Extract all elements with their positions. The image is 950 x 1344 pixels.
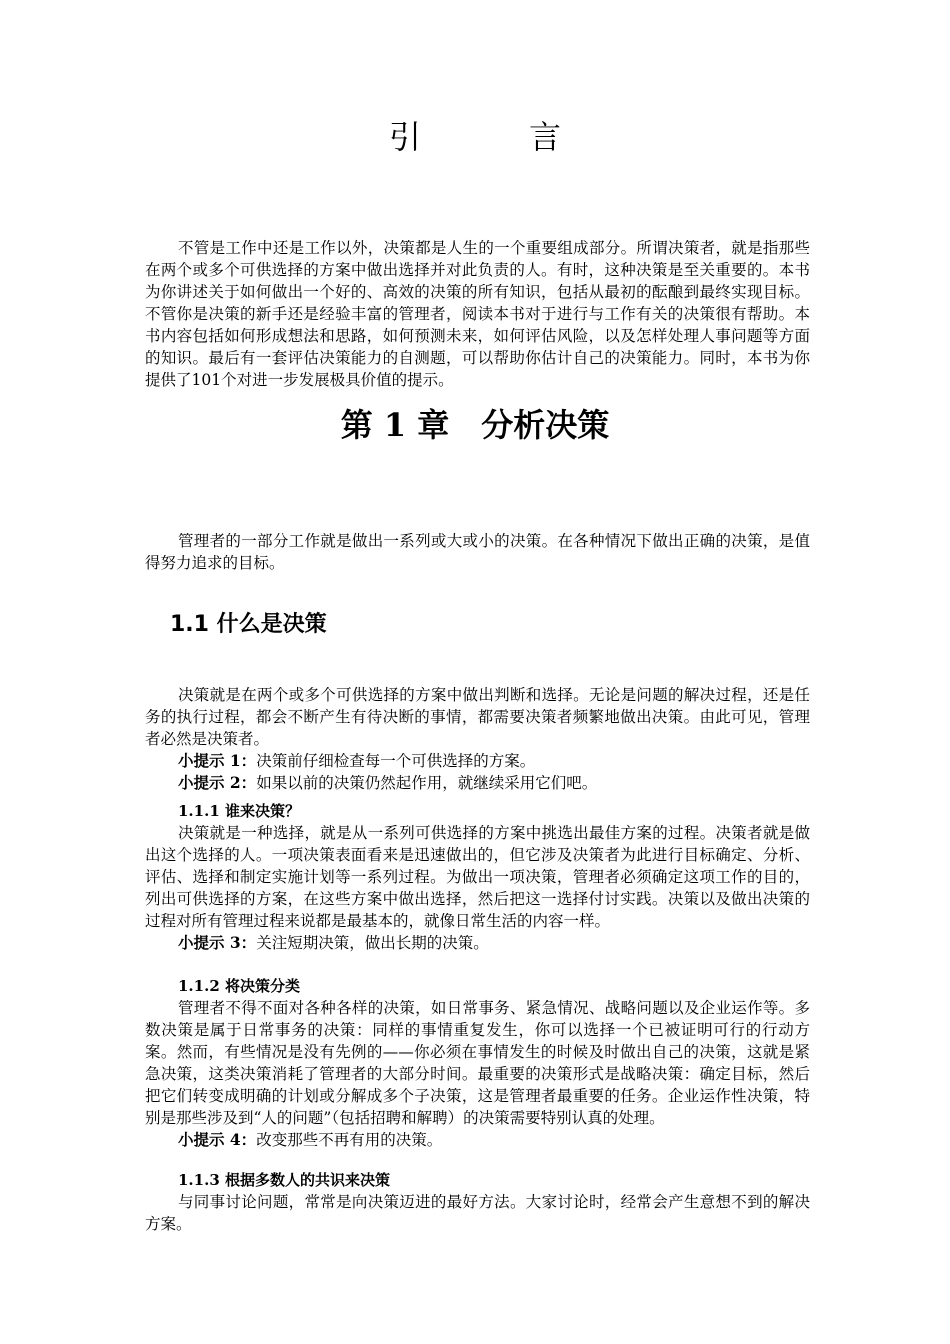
tip-3 [145,932,810,954]
tip-3-text: 关注短期决策，做出长期的决策。 [256,934,489,952]
tip-4-label: 小提示 4： [178,1130,257,1149]
section-1-1-3-paragraph: 与同事讨论问题，常常是向决策迈进的最好方法。大家讨论时，经常会产生意想不到的解决方案。 [145,1193,810,1233]
chapter-paragraph: 管理者的一部分工作就是做出一系列或大或小的决策。在各种情况下做出正确的决策，是值得努力追求的目标。 [145,532,810,572]
section-1-1-2-paragraph: 管理者不得不面对各种各样的决策，如日常事务、紧急情况、战略问题以及企业运作等。多数决策是属于日常事务的决策：同样的事情重复发生，你可以选择一个已被证明可行的行动方案。然而，有些情况是没有先例的——你必须在事情发生的时候及时做出自己的决策，这就是紧急决策，这类决策消耗了管理者的大部分时间。最重要的决策形式是战略决策：确定目标，然后把它们转变成明确的计划或分解成多个子决策，这是管理者最重要的任务。企业运作性决策，特别是那些涉及到“人的问题”（包括招聘和解聘）的决策需要特别认真的处理。 [145,999,810,1127]
tip-4-text: 改变那些不再有用的决策。 [256,1131,443,1149]
tip-2 [145,772,810,794]
tip-1-text: 决策前仔细检查每一个可供选择的方案。 [256,752,536,770]
tip-1 [145,750,810,772]
chapter-title: 第 1 章 分析决策 [340,406,610,444]
tip-1-label: 小提示 1： [178,751,257,770]
section-heading-1-1: 1.1 什么是决策 [170,612,327,637]
intro-title: 引 言 [388,118,599,156]
tip-4 [145,1129,810,1151]
section-1-1-3 [145,1169,810,1235]
section-1-1-1-paragraph: 决策就是一种选择，就是从一系列可供选择的方案中挑选出最佳方案的过程。决策者就是做出这个选择的人。一项决策表面看来是迅速做出的，但它涉及决策者为此进行目标确定、分析、评估、选择和制定实施计划等一系列过程。为做出一项决策，管理者必须确定这项工作的目的，列出可供选择的方案，在这些方案中做出选择，然后把这一选择付讨实践。决策以及做出决策的过程对所有管理过程来说都是最基本的，就像日常生活的内容一样。 [145,824,810,930]
section-1-1-body [145,684,810,794]
section-1-1-paragraph: 决策就是在两个或多个可供选择的方案中做出判断和选择。无论是问题的解决过程，还是任务的执行过程，都会不断产生有待决断的事情，都需要决策者频繁地做出决策。由此可见，管理者必然是决策者。 [145,686,810,748]
intro-section [145,237,810,391]
section-1-1-1 [145,800,810,954]
tip-2-text: 如果以前的决策仍然起作用，就继续采用它们吧。 [256,774,598,792]
section-1-1-2 [145,975,810,1151]
tip-3-label: 小提示 3： [178,933,257,952]
subsection-heading-1-1-2: 1.1.2 将决策分类 [178,977,300,995]
subsection-heading-1-1-3: 1.1.3 根据多数人的共识来决策 [178,1171,390,1189]
chapter-intro [145,530,810,574]
tip-2-label: 小提示 2： [178,773,257,792]
intro-paragraph: 不管是工作中还是工作以外，决策都是人生的一个重要组成部分。所谓决策者，就是指那些在两个或多个可供选择的方案中做出选择并对此负责的人。有时，这种决策是至关重要的。本书为你讲述关于如何做出一个好的、高效的决策的所有知识，包括从最初的酝酿到最终实现目标。不管你是决策的新手还是经验丰富的管理者，阅读本书对于进行与工作有关的决策很有帮助。本书内容包括如何形成想法和思路，如何预测未来，如何评估风险，以及怎样处理人事问题等方面的知识。最后有一套评估决策能力的自测题，可以帮助你估计自己的决策能力。同时，本书为你提供了101个对进一步发展极具价值的提示。 [145,239,810,389]
subsection-heading-1-1-1: 1.1.1 谁来决策？ [178,802,300,820]
